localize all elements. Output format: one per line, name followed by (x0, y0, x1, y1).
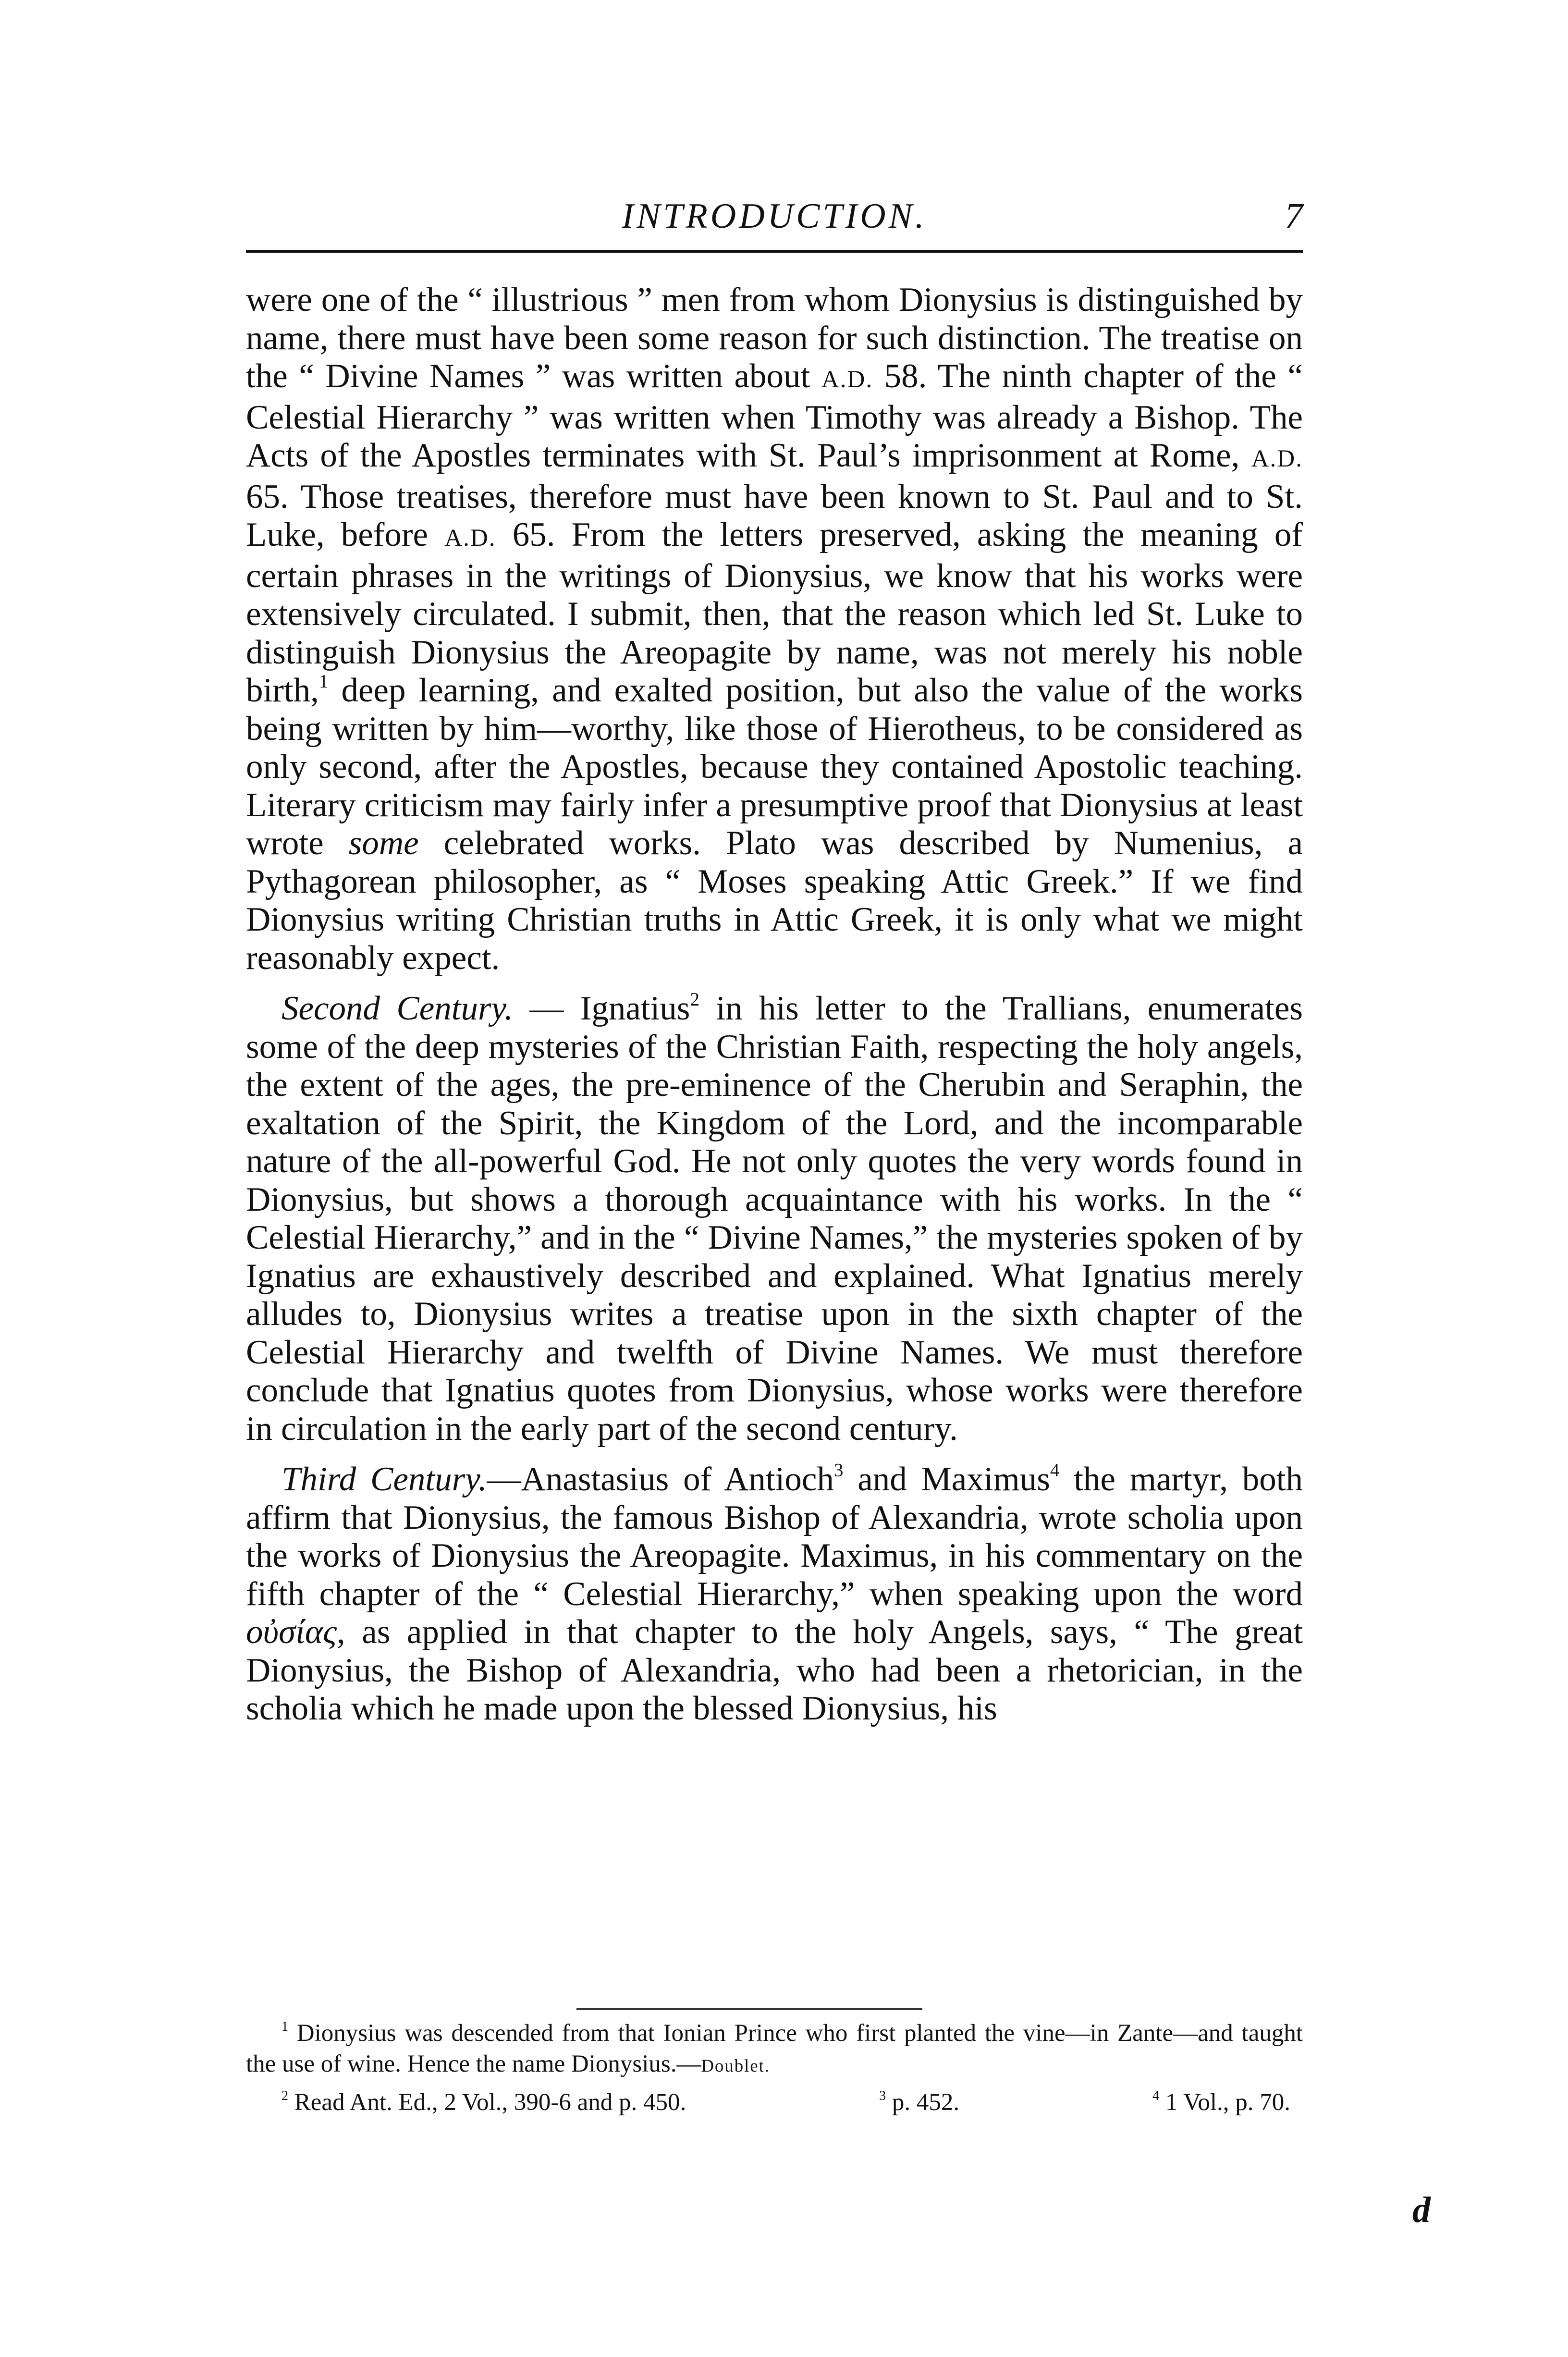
footnote-2: $^2$ Read Ant. Ed., 2 Vol., 390-6 and p. 450. (282, 2088, 686, 2116)
footnote-ref-4: 4 (1050, 1460, 1060, 1481)
header-rule (246, 250, 1303, 253)
page-number: 7 (1285, 196, 1303, 236)
emphasis-some: some (348, 824, 419, 862)
footnote-ref-2: 2 (690, 989, 699, 1010)
footnotes-row (246, 2087, 1290, 2118)
footnote-ref-3: 3 (833, 1460, 844, 1481)
section-heading-second-century: Second Century. (282, 990, 513, 1027)
small-caps-ad: A.D. (1251, 445, 1303, 472)
running-head (246, 192, 1303, 245)
small-caps-ad: A.D. (821, 366, 873, 393)
footnote-rule (576, 2008, 922, 2010)
section-heading-third-century: Third Century. (282, 1461, 487, 1498)
footnote-author: Doublet. (701, 2056, 770, 2075)
body-text (246, 281, 1303, 1728)
paragraph-third-century: Third Century.—Anastasius of Antioch$^3$ and Maximus$^4$ the martyr, both affirm that Dionysius, the famous Bishop of Alexandria, wrote scholia upon the works of Dionysius the Areopagite. Maximus, in his commentary on the fifth chapter of the “ Celestial Hierarchy,” when speaking upon the word οὐσίας, as applied in that chapter to the holy Angels, says, “ The great Dionysius, the Bishop of Alexandria, who had been a rhetorician, in the scholia which he made upon the blessed Dionysius, his (246, 1460, 1303, 1727)
signature-mark: d (1412, 2190, 1431, 2230)
paragraph-illustrious-men: were one of the “ illustrious ” men from whom Dionysius is distinguished by name, there must have been some reason for such distinction. The treatise on the “ Divine Names ” was written about A.D. 58. The ninth chapter of the “ Celestial Hierarchy ” was written when Timothy was already a Bishop. The Acts of the Apostles terminates with St. Paul’s imprisonment at Rome, A.D. 65. Those treatises, therefore must have been known to St. Paul and to St. Luke, before A.D. 65. From the letters preserved, asking the meaning of certain phrases in the writings of Dionysius, we know that his works were extensively circulated. I submit, then, that the reason which led St. Luke to distinguish Dionysius the Areopagite by name, was not merely his noble birth,$^1$ deep learning, and exalted position, but also the value of the works being written by him—worthy, like those of Hierotheus, to be considered as only second, after the Apostles, because they contained Apostolic teaching. Literary criticism may fairly infer a presumptive proof that Dionysius at least wrote some celebrated works. Plato was described by Numenius, a Pythagorean philosopher, as “ Moses speaking Attic Greek.” If we find Dionysius writing Christian truths in Attic Greek, it is only what we might reasonably expect. (246, 281, 1303, 977)
small-caps-ad: A.D. (444, 524, 496, 552)
paragraph-second-century: Second Century. — Ignatius$^2$ in his letter to the Trallians, enumerates some of the deep mysteries of the Christian Faith, respecting the holy angels, the extent of the ages, the pre-eminence of the Cherubin and Seraphin, the exaltation of the Spirit, the Kingdom of the Lord, and the incomparable nature of the all-powerful God. He not only quotes the very words found in Dionysius, but shows a thorough acquaintance with his works. In the “ Celestial Hierarchy,” and in the “ Divine Names,” the mysteries spoken of by Ignatius are exhaustively described and explained. What Ignatius merely alludes to, Dionysius writes a treatise upon in the sixth chapter of the Celestial Hierarchy and twelfth of Divine Names. We must therefore conclude that Ignatius quotes from Dionysius, whose works were therefore in circulation in the early part of the second century. (246, 989, 1303, 1448)
footnote-3: $^3$ p. 452. (879, 2088, 960, 2116)
footnote-4: $^4$ 1 Vol., p. 70. (1152, 2088, 1290, 2116)
running-title: INTRODUCTION. (622, 196, 927, 236)
footnotes (246, 2018, 1303, 2118)
footnote-1: $^1$ Dionysius was descended from that Ionian Prince who first planted the vine—in Zante—and taught the use of wine. Hence the name Dionysius.—Doublet. (246, 2019, 1303, 2077)
greek-word: οὐσίας (246, 1613, 337, 1651)
footnote-ref-1: 1 (318, 671, 329, 692)
